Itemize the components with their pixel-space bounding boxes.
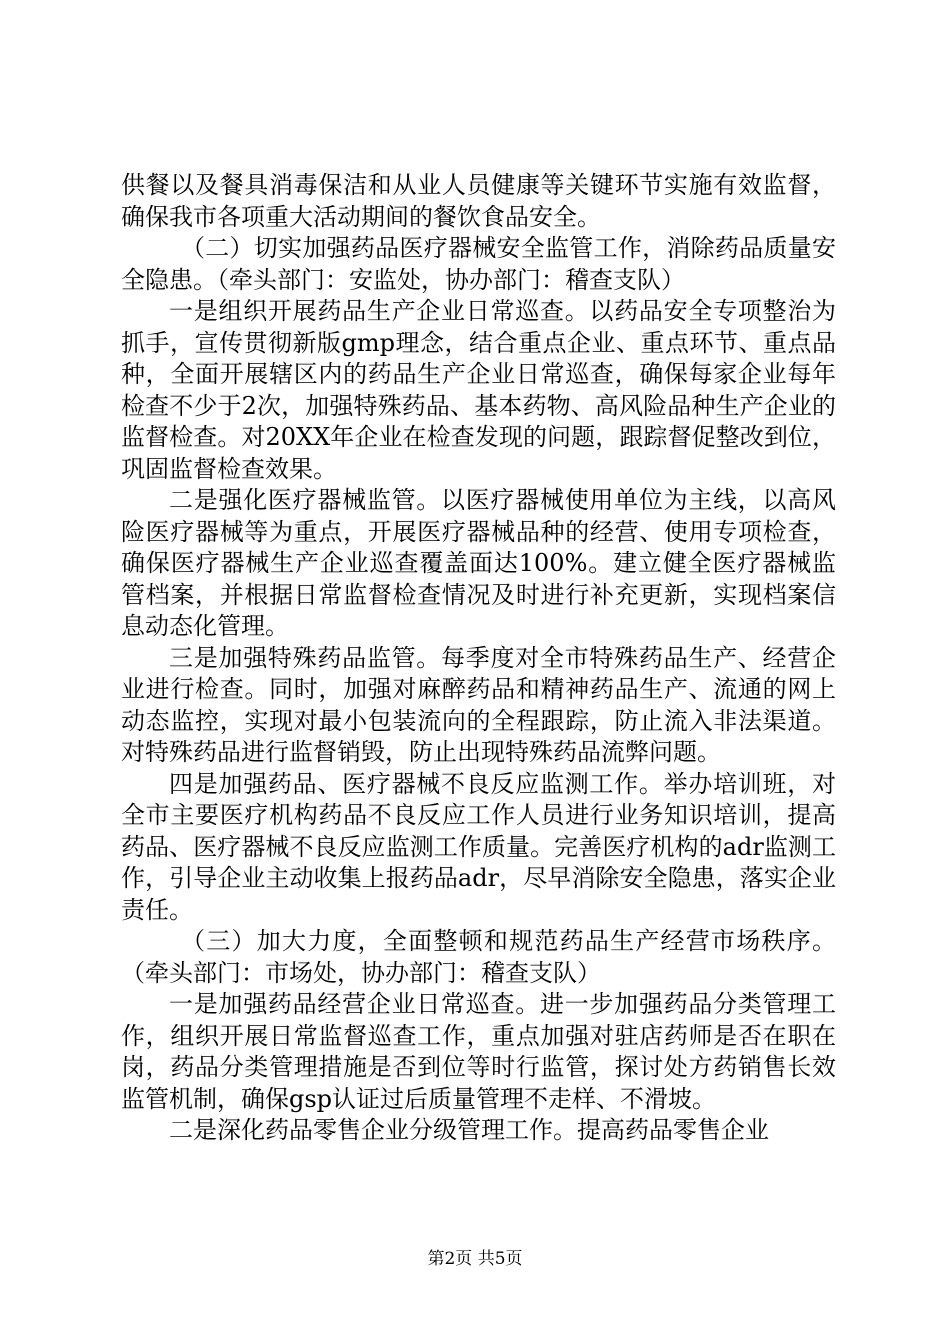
paragraph-drug-production-inspection: 一是组织开展药品生产企业日常巡查。以药品安全专项整治为抓手，宣传贯彻新版gmp理念，结合重点企业、重点环节、重点品种，全面开展辖区内的药品生产企业日常巡查，确保每家企业每年检查不少于2次，加强特殊药品、基本药物、高风险品种生产企业的监督检查。对20XX年企业在检查发现的问题，跟踪督促整改到位，巩固监督检查效果。 [121,297,836,483]
section-heading-2: （二）切实加强药品医疗器械安全监管工作，消除药品质量安全隐患。（牵头部门：安监处，协办部门：稽查支队） [121,234,836,294]
paragraph-special-drug-supervision: 三是加强特殊药品监管。每季度对全市特殊药品生产、经营企业进行检查。同时，加强对麻醉药品和精神药品生产、流通的网上动态监控，实现对最小包装流向的全程跟踪，防止流入非法渠道。对特殊药品进行监督销毁，防止出现特殊药品流弊问题。 [121,643,836,766]
section-heading-3: （三）加大力度，全面整顿和规范药品生产经营市场秩序。（牵头部门：市场处，协办部门：稽查支队） [121,927,836,987]
document-body [121,170,836,1147]
paragraph-drug-business-inspection: 一是加强药品经营企业日常巡查。进一步加强药品分类管理工作，组织开展日常监督巡查工作，重点加强对驻店药师是否在职在岗，药品分类管理措施是否到位等时行监管，探讨处方药销售长效监管机制，确保gsp认证过后质量管理不走样、不滑坡。 [121,990,836,1113]
paragraph-retail-grading-management: 二是深化药品零售企业分级管理工作。提高药品零售企业 [169,1116,769,1144]
page-footer: 第2页 共5页 [427,1249,523,1269]
paragraph-medical-device-supervision: 二是强化医疗器械监管。以医疗器械使用单位为主线，以高风险医疗器械等为重点，开展医疗器械品种的经营、使用专项检查，确保医疗器械生产企业巡查覆盖面达100%。建立健全医疗器械监管档案，并根据日常监督检查情况及时进行补充更新，实现档案信息动态化管理。 [121,486,836,640]
paragraph-continuation: 供餐以及餐具消毒保洁和从业人员健康等关键环节实施有效监督，确保我市各项重大活动期间的餐饮食品安全。 [121,171,836,231]
paragraph-adverse-reaction-monitoring: 四是加强药品、医疗器械不良反应监测工作。举办培训班，对全市主要医疗机构药品不良反应工作人员进行业务知识培训，提高药品、医疗器械不良反应监测工作质量。完善医疗机构的adr监测工作，引导企业主动收集上报药品adr，尽早消除安全隐患，落实企业责任。 [121,769,836,924]
